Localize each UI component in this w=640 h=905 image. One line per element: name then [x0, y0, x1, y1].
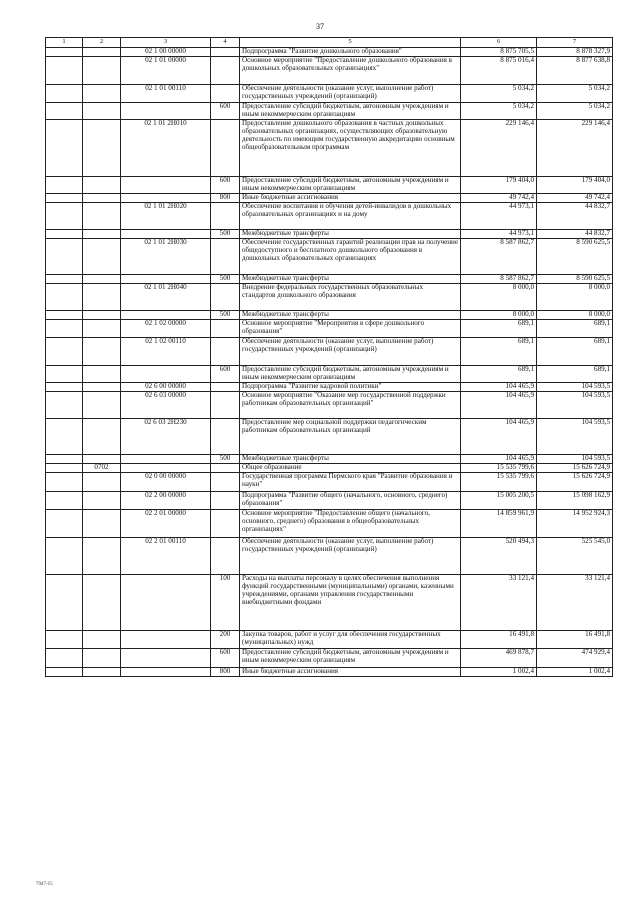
- cell-subsection: [83, 668, 121, 677]
- column-header: 1: [46, 38, 83, 48]
- cell-expense-type: [211, 48, 240, 57]
- cell-name: Обеспечение воспитания и обучения детей-инвалидов в дошкольных образовательных организациях и на дому: [240, 203, 461, 230]
- cell-subsection: [83, 320, 121, 338]
- cell-expense-type: [211, 120, 240, 177]
- cell-subsection: [83, 103, 121, 120]
- cell-section: [46, 575, 83, 631]
- cell-subsection: 0702: [83, 464, 121, 473]
- table-row: [46, 230, 613, 239]
- cell-name: Основное мероприятие "Предоставление дошкольного образования в дошкольных образовательных организациях": [240, 57, 461, 85]
- cell-amount-year2: 15 626 724,9: [537, 464, 613, 473]
- cell-target-code: [121, 275, 211, 284]
- cell-subsection: [83, 194, 121, 203]
- cell-target-code: 02 1 00 00000: [121, 48, 211, 57]
- cell-amount-year2: 44 832,7: [537, 203, 613, 230]
- cell-subsection: [83, 275, 121, 284]
- cell-amount-year1: 14 859 961,9: [461, 510, 537, 538]
- cell-subsection: [83, 284, 121, 311]
- cell-amount-year1: 1 002,4: [461, 668, 537, 677]
- cell-target-code: [121, 631, 211, 649]
- cell-section: [46, 510, 83, 538]
- cell-amount-year1: 44 973,1: [461, 203, 537, 230]
- cell-amount-year1: 104 465,9: [461, 455, 537, 464]
- table-row: [46, 668, 613, 677]
- cell-section: [46, 85, 83, 103]
- cell-amount-year1: 104 465,9: [461, 419, 537, 455]
- cell-name: Межбюджетные трансферты: [240, 275, 461, 284]
- cell-amount-year1: 16 491,8: [461, 631, 537, 649]
- cell-target-code: 02 2 00 00000: [121, 492, 211, 510]
- cell-amount-year2: 229 146,4: [537, 120, 613, 177]
- cell-subsection: [83, 311, 121, 320]
- cell-expense-type: [211, 473, 240, 492]
- cell-target-code: 02 6 00 00000: [121, 383, 211, 392]
- cell-name: Предоставление дошкольного образования в частных дошкольных образовательных организациях, осуществляющих образовательную деятельность по имеющим государственную аккредитацию основным общеобразовательным программам: [240, 120, 461, 177]
- table-row: [46, 510, 613, 538]
- cell-name: Основное мероприятие "Оказание мер государственной поддержки работникам образовательных организаций": [240, 392, 461, 419]
- cell-amount-year1: 689,1: [461, 366, 537, 383]
- cell-name: Межбюджетные трансферты: [240, 311, 461, 320]
- cell-subsection: [83, 203, 121, 230]
- cell-name: Основное мероприятие "Предоставление общего (начального, основного, среднего) образования в общеобразовательных организациях": [240, 510, 461, 538]
- cell-amount-year2: 8 000,0: [537, 284, 613, 311]
- cell-name: Внедрение федеральных государственных образовательных стандартов дошкольного образования: [240, 284, 461, 311]
- cell-section: [46, 120, 83, 177]
- page-number: 37: [316, 22, 324, 31]
- cell-amount-year2: 104 593,5: [537, 419, 613, 455]
- cell-subsection: [83, 631, 121, 649]
- cell-expense-type: 600: [211, 649, 240, 668]
- cell-name: Предоставление субсидий бюджетным, автономным учреждениям и иным некоммерческим организациям: [240, 177, 461, 194]
- cell-section: [46, 649, 83, 668]
- cell-amount-year1: 229 146,4: [461, 120, 537, 177]
- cell-section: [46, 284, 83, 311]
- cell-name: Государственная программа Пермского края "Развитие образования и науки": [240, 473, 461, 492]
- table-body: [46, 48, 613, 677]
- cell-subsection: [83, 177, 121, 194]
- cell-amount-year1: 469 878,7: [461, 649, 537, 668]
- cell-section: [46, 57, 83, 85]
- cell-amount-year2: 8 000,0: [537, 311, 613, 320]
- cell-amount-year2: 49 742,4: [537, 194, 613, 203]
- cell-expense-type: [211, 383, 240, 392]
- cell-subsection: [83, 575, 121, 631]
- cell-expense-type: 600: [211, 366, 240, 383]
- cell-amount-year1: 8 587 862,7: [461, 275, 537, 284]
- cell-amount-year2: 15 098 162,9: [537, 492, 613, 510]
- table-row: [46, 464, 613, 473]
- cell-expense-type: [211, 338, 240, 366]
- cell-name: Обеспечение государственных гарантий реализации прав на получение общедоступного и бесплатного дошкольного образования в дошкольных образовательных организациях: [240, 239, 461, 275]
- cell-name: Предоставление мер социальной поддержки педагогическим работникам образовательных организаций: [240, 419, 461, 455]
- cell-amount-year1: 520 494,3: [461, 538, 537, 575]
- cell-name: Подпрограмма "Развитие общего (начального, основного, среднего) образования": [240, 492, 461, 510]
- cell-section: [46, 492, 83, 510]
- cell-expense-type: [211, 320, 240, 338]
- cell-subsection: [83, 492, 121, 510]
- cell-subsection: [83, 510, 121, 538]
- cell-amount-year1: 8 000,0: [461, 284, 537, 311]
- cell-amount-year1: 689,1: [461, 338, 537, 366]
- table-row: [46, 57, 613, 85]
- cell-target-code: 02 2 01 00000: [121, 510, 211, 538]
- cell-name: Расходы на выплаты персоналу в целях обеспечения выполнения функций государственными (муниципальными) органами, казенными учреждениями, органами управления государственными внебюджетными фондами: [240, 575, 461, 631]
- table-row: [46, 120, 613, 177]
- cell-section: [46, 311, 83, 320]
- cell-expense-type: 500: [211, 455, 240, 464]
- cell-amount-year2: 104 593,5: [537, 392, 613, 419]
- cell-target-code: [121, 668, 211, 677]
- cell-expense-type: [211, 57, 240, 85]
- cell-target-code: 02 1 01 2Н040: [121, 284, 211, 311]
- cell-subsection: [83, 473, 121, 492]
- footer-code: 7947-15: [36, 882, 53, 887]
- cell-target-code: 02 1 01 2Н020: [121, 203, 211, 230]
- table-row: [46, 366, 613, 383]
- column-header: 7: [537, 38, 613, 48]
- cell-target-code: [121, 311, 211, 320]
- table-row: [46, 538, 613, 575]
- cell-target-code: 02 1 01 2Н030: [121, 239, 211, 275]
- cell-section: [46, 320, 83, 338]
- table-row: [46, 473, 613, 492]
- cell-subsection: [83, 338, 121, 366]
- cell-subsection: [83, 392, 121, 419]
- table-row: [46, 275, 613, 284]
- cell-amount-year2: 689,1: [537, 366, 613, 383]
- cell-target-code: 02 1 02 00000: [121, 320, 211, 338]
- table-row: [46, 631, 613, 649]
- cell-section: [46, 473, 83, 492]
- cell-subsection: [83, 419, 121, 455]
- table-row: [46, 575, 613, 631]
- cell-target-code: 02 0 00 00000: [121, 473, 211, 492]
- cell-expense-type: [211, 538, 240, 575]
- cell-amount-year2: 44 832,7: [537, 230, 613, 239]
- cell-expense-type: [211, 284, 240, 311]
- cell-name: Подпрограмма "Развитие дошкольного образования": [240, 48, 461, 57]
- cell-amount-year2: 179 404,0: [537, 177, 613, 194]
- cell-name: Иные бюджетные ассигнования: [240, 194, 461, 203]
- table-row: [46, 239, 613, 275]
- cell-target-code: [121, 455, 211, 464]
- cell-target-code: 02 2 01 00110: [121, 538, 211, 575]
- cell-amount-year2: 14 952 924,3: [537, 510, 613, 538]
- cell-amount-year2: 8 878 327,9: [537, 48, 613, 57]
- cell-amount-year2: 8 590 625,5: [537, 239, 613, 275]
- cell-name: Подпрограмма "Развитие кадровой политики": [240, 383, 461, 392]
- cell-target-code: 02 1 01 00110: [121, 85, 211, 103]
- cell-name: Иные бюджетные ассигнования: [240, 668, 461, 677]
- cell-target-code: [121, 575, 211, 631]
- column-header: 6: [461, 38, 537, 48]
- cell-section: [46, 177, 83, 194]
- cell-expense-type: 800: [211, 194, 240, 203]
- cell-subsection: [83, 120, 121, 177]
- cell-subsection: [83, 239, 121, 275]
- cell-target-code: 02 6 03 2Н230: [121, 419, 211, 455]
- cell-subsection: [83, 455, 121, 464]
- cell-name: Предоставление субсидий бюджетным, автономным учреждениям и иным некоммерческим организациям: [240, 366, 461, 383]
- cell-section: [46, 538, 83, 575]
- column-header: 3: [121, 38, 211, 48]
- cell-amount-year1: 179 404,0: [461, 177, 537, 194]
- cell-section: [46, 392, 83, 419]
- cell-name: Основное мероприятие "Мероприятия в сфере дошкольного образования": [240, 320, 461, 338]
- cell-subsection: [83, 57, 121, 85]
- cell-name: Предоставление субсидий бюджетным, автономным учреждениям и иным некоммерческим организациям: [240, 649, 461, 668]
- cell-amount-year1: 44 973,1: [461, 230, 537, 239]
- cell-expense-type: 600: [211, 103, 240, 120]
- cell-amount-year1: 5 034,2: [461, 103, 537, 120]
- cell-name: Межбюджетные трансферты: [240, 230, 461, 239]
- table-row: [46, 103, 613, 120]
- cell-target-code: [121, 649, 211, 668]
- cell-expense-type: [211, 85, 240, 103]
- cell-amount-year1: 8 000,0: [461, 311, 537, 320]
- table-row: [46, 194, 613, 203]
- cell-section: [46, 464, 83, 473]
- table-row: [46, 338, 613, 366]
- cell-amount-year2: 474 929,4: [537, 649, 613, 668]
- cell-subsection: [83, 85, 121, 103]
- cell-amount-year1: 15 535 799,6: [461, 473, 537, 492]
- cell-target-code: 02 1 02 00110: [121, 338, 211, 366]
- table-row: [46, 311, 613, 320]
- cell-subsection: [83, 366, 121, 383]
- cell-amount-year2: 33 121,4: [537, 575, 613, 631]
- table-row: [46, 203, 613, 230]
- header-row: [46, 38, 613, 48]
- cell-amount-year1: 104 465,9: [461, 392, 537, 419]
- cell-section: [46, 230, 83, 239]
- cell-amount-year2: 104 593,5: [537, 455, 613, 464]
- cell-section: [46, 366, 83, 383]
- cell-target-code: [121, 177, 211, 194]
- cell-section: [46, 203, 83, 230]
- table-row: [46, 492, 613, 510]
- table-row: [46, 85, 613, 103]
- cell-target-code: [121, 194, 211, 203]
- table-row: [46, 649, 613, 668]
- cell-target-code: [121, 230, 211, 239]
- budget-table: [45, 37, 613, 677]
- column-header: 2: [83, 38, 121, 48]
- column-header: 4: [211, 38, 240, 48]
- cell-expense-type: [211, 464, 240, 473]
- cell-amount-year1: 689,1: [461, 320, 537, 338]
- cell-name: Предоставление субсидий бюджетным, автономным учреждениям и иным некоммерческим организациям: [240, 103, 461, 120]
- cell-name: Межбюджетные трансферты: [240, 455, 461, 464]
- cell-target-code: 02 1 01 2Н010: [121, 120, 211, 177]
- cell-section: [46, 239, 83, 275]
- cell-section: [46, 383, 83, 392]
- cell-expense-type: 500: [211, 311, 240, 320]
- cell-expense-type: 100: [211, 575, 240, 631]
- cell-amount-year2: 8 877 638,8: [537, 57, 613, 85]
- cell-section: [46, 103, 83, 120]
- cell-amount-year1: 49 742,4: [461, 194, 537, 203]
- cell-amount-year2: 8 590 625,5: [537, 275, 613, 284]
- cell-section: [46, 455, 83, 464]
- cell-amount-year2: 689,1: [537, 338, 613, 366]
- cell-section: [46, 338, 83, 366]
- cell-target-code: 02 1 01 00000: [121, 57, 211, 85]
- cell-amount-year2: 104 593,5: [537, 383, 613, 392]
- cell-amount-year2: 16 491,8: [537, 631, 613, 649]
- table-row: [46, 419, 613, 455]
- cell-target-code: [121, 366, 211, 383]
- table-row: [46, 284, 613, 311]
- cell-section: [46, 194, 83, 203]
- cell-amount-year2: 5 034,2: [537, 103, 613, 120]
- cell-section: [46, 631, 83, 649]
- cell-amount-year2: 689,1: [537, 320, 613, 338]
- cell-amount-year1: 8 875 705,5: [461, 48, 537, 57]
- cell-expense-type: [211, 419, 240, 455]
- cell-target-code: 02 6 03 00000: [121, 392, 211, 419]
- cell-expense-type: 800: [211, 668, 240, 677]
- cell-section: [46, 48, 83, 57]
- cell-section: [46, 419, 83, 455]
- table-row: [46, 320, 613, 338]
- table-row: [46, 177, 613, 194]
- cell-expense-type: [211, 492, 240, 510]
- cell-amount-year2: 5 034,2: [537, 85, 613, 103]
- cell-amount-year1: 5 034,2: [461, 85, 537, 103]
- cell-name: Общее образование: [240, 464, 461, 473]
- cell-name: Обеспечение деятельности (оказание услуг, выполнение работ) государственных учреждений (организаций): [240, 538, 461, 575]
- cell-amount-year1: 104 465,9: [461, 383, 537, 392]
- cell-amount-year1: 33 121,4: [461, 575, 537, 631]
- cell-amount-year2: 15 626 724,9: [537, 473, 613, 492]
- cell-amount-year1: 15 535 799,6: [461, 464, 537, 473]
- cell-subsection: [83, 230, 121, 239]
- cell-section: [46, 275, 83, 284]
- cell-subsection: [83, 649, 121, 668]
- cell-expense-type: [211, 203, 240, 230]
- cell-amount-year1: 8 875 016,4: [461, 57, 537, 85]
- cell-expense-type: 500: [211, 275, 240, 284]
- cell-target-code: [121, 464, 211, 473]
- cell-subsection: [83, 538, 121, 575]
- cell-section: [46, 668, 83, 677]
- table-row: [46, 392, 613, 419]
- cell-amount-year2: 1 002,4: [537, 668, 613, 677]
- cell-expense-type: [211, 392, 240, 419]
- table-row: [46, 455, 613, 464]
- table-row: [46, 383, 613, 392]
- cell-amount-year2: 525 545,0: [537, 538, 613, 575]
- cell-name: Закупка товаров, работ и услуг для обеспечения государственных (муниципальных) нужд: [240, 631, 461, 649]
- cell-name: Обеспечение деятельности (оказание услуг, выполнение работ) государственных учреждений (организаций): [240, 85, 461, 103]
- cell-subsection: [83, 383, 121, 392]
- cell-expense-type: [211, 239, 240, 275]
- cell-subsection: [83, 48, 121, 57]
- cell-name: Обеспечение деятельности (оказание услуг, выполнение работ) государственных учреждений (организаций): [240, 338, 461, 366]
- column-header: 5: [240, 38, 461, 48]
- cell-expense-type: 200: [211, 631, 240, 649]
- cell-target-code: [121, 103, 211, 120]
- cell-amount-year1: 15 005 200,5: [461, 492, 537, 510]
- table-row: [46, 48, 613, 57]
- cell-expense-type: 500: [211, 230, 240, 239]
- cell-expense-type: 600: [211, 177, 240, 194]
- cell-amount-year1: 8 587 862,7: [461, 239, 537, 275]
- cell-expense-type: [211, 510, 240, 538]
